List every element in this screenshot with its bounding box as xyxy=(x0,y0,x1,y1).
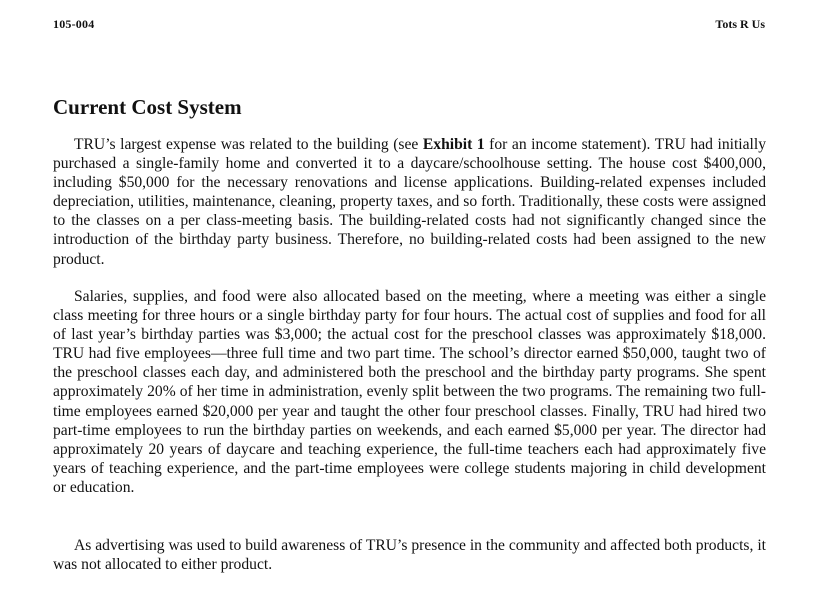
paragraph-text: for an income statement). TRU had initially purchased a single-family home and converted it to a daycare/schoolhouse setting. The house cost $400,000, including $50,000 for the necessary renovations and license applications. Building-related expenses included depreciation, utilities, maintenance, cleaning, property taxes, and so forth. Traditionally, these costs were assigned to the classes on a per class-meeting basis. The building-related costs had not significantly changed since the introduction of the birthday party business. Therefore, no building-related costs had been assigned to the new product. xyxy=(53,136,766,268)
paragraph-advertising: As advertising was used to build awareness of TRU’s presence in the community and affected both products, it was not allocated to either product. xyxy=(53,537,766,574)
section-heading: Current Cost System xyxy=(53,95,242,119)
paragraph-salaries-supplies: Salaries, supplies, and food were also allocated based on the meeting, where a meeting was either a single class meeting for three hours or a single birthday party for four hours. The actual cost of supplies and food for all of last year’s birthday parties was $3,000; the actual cost for the preschool classes was approximately $18,000. TRU had five employees—three full time and two part time. The school’s director earned $50,000, taught two of the preschool classes each day, and administered both the preschool and the birthday party programs. She spent approximately 20% of her time in administration, evenly split between the two programs. The remaining two full-time employees earned $20,000 per year and taught the other four preschool classes. Finally, TRU had hired two part-time employees to run the birthday parties on weekends, and each earned $5,000 per year. The director had approximately 20 years of daycare and teaching experience, the full-time teachers each had approximately five years of teaching experience, and the part-time employees were college students majoring in child development or education. xyxy=(53,288,766,496)
document-number: 105-004 xyxy=(53,17,95,31)
running-header-company: Tots R Us xyxy=(715,17,765,31)
exhibit-reference: Exhibit 1 xyxy=(422,136,485,153)
paragraph-text: TRU’s largest expense was related to the building (see xyxy=(74,136,423,153)
paragraph-building-costs xyxy=(53,135,766,269)
